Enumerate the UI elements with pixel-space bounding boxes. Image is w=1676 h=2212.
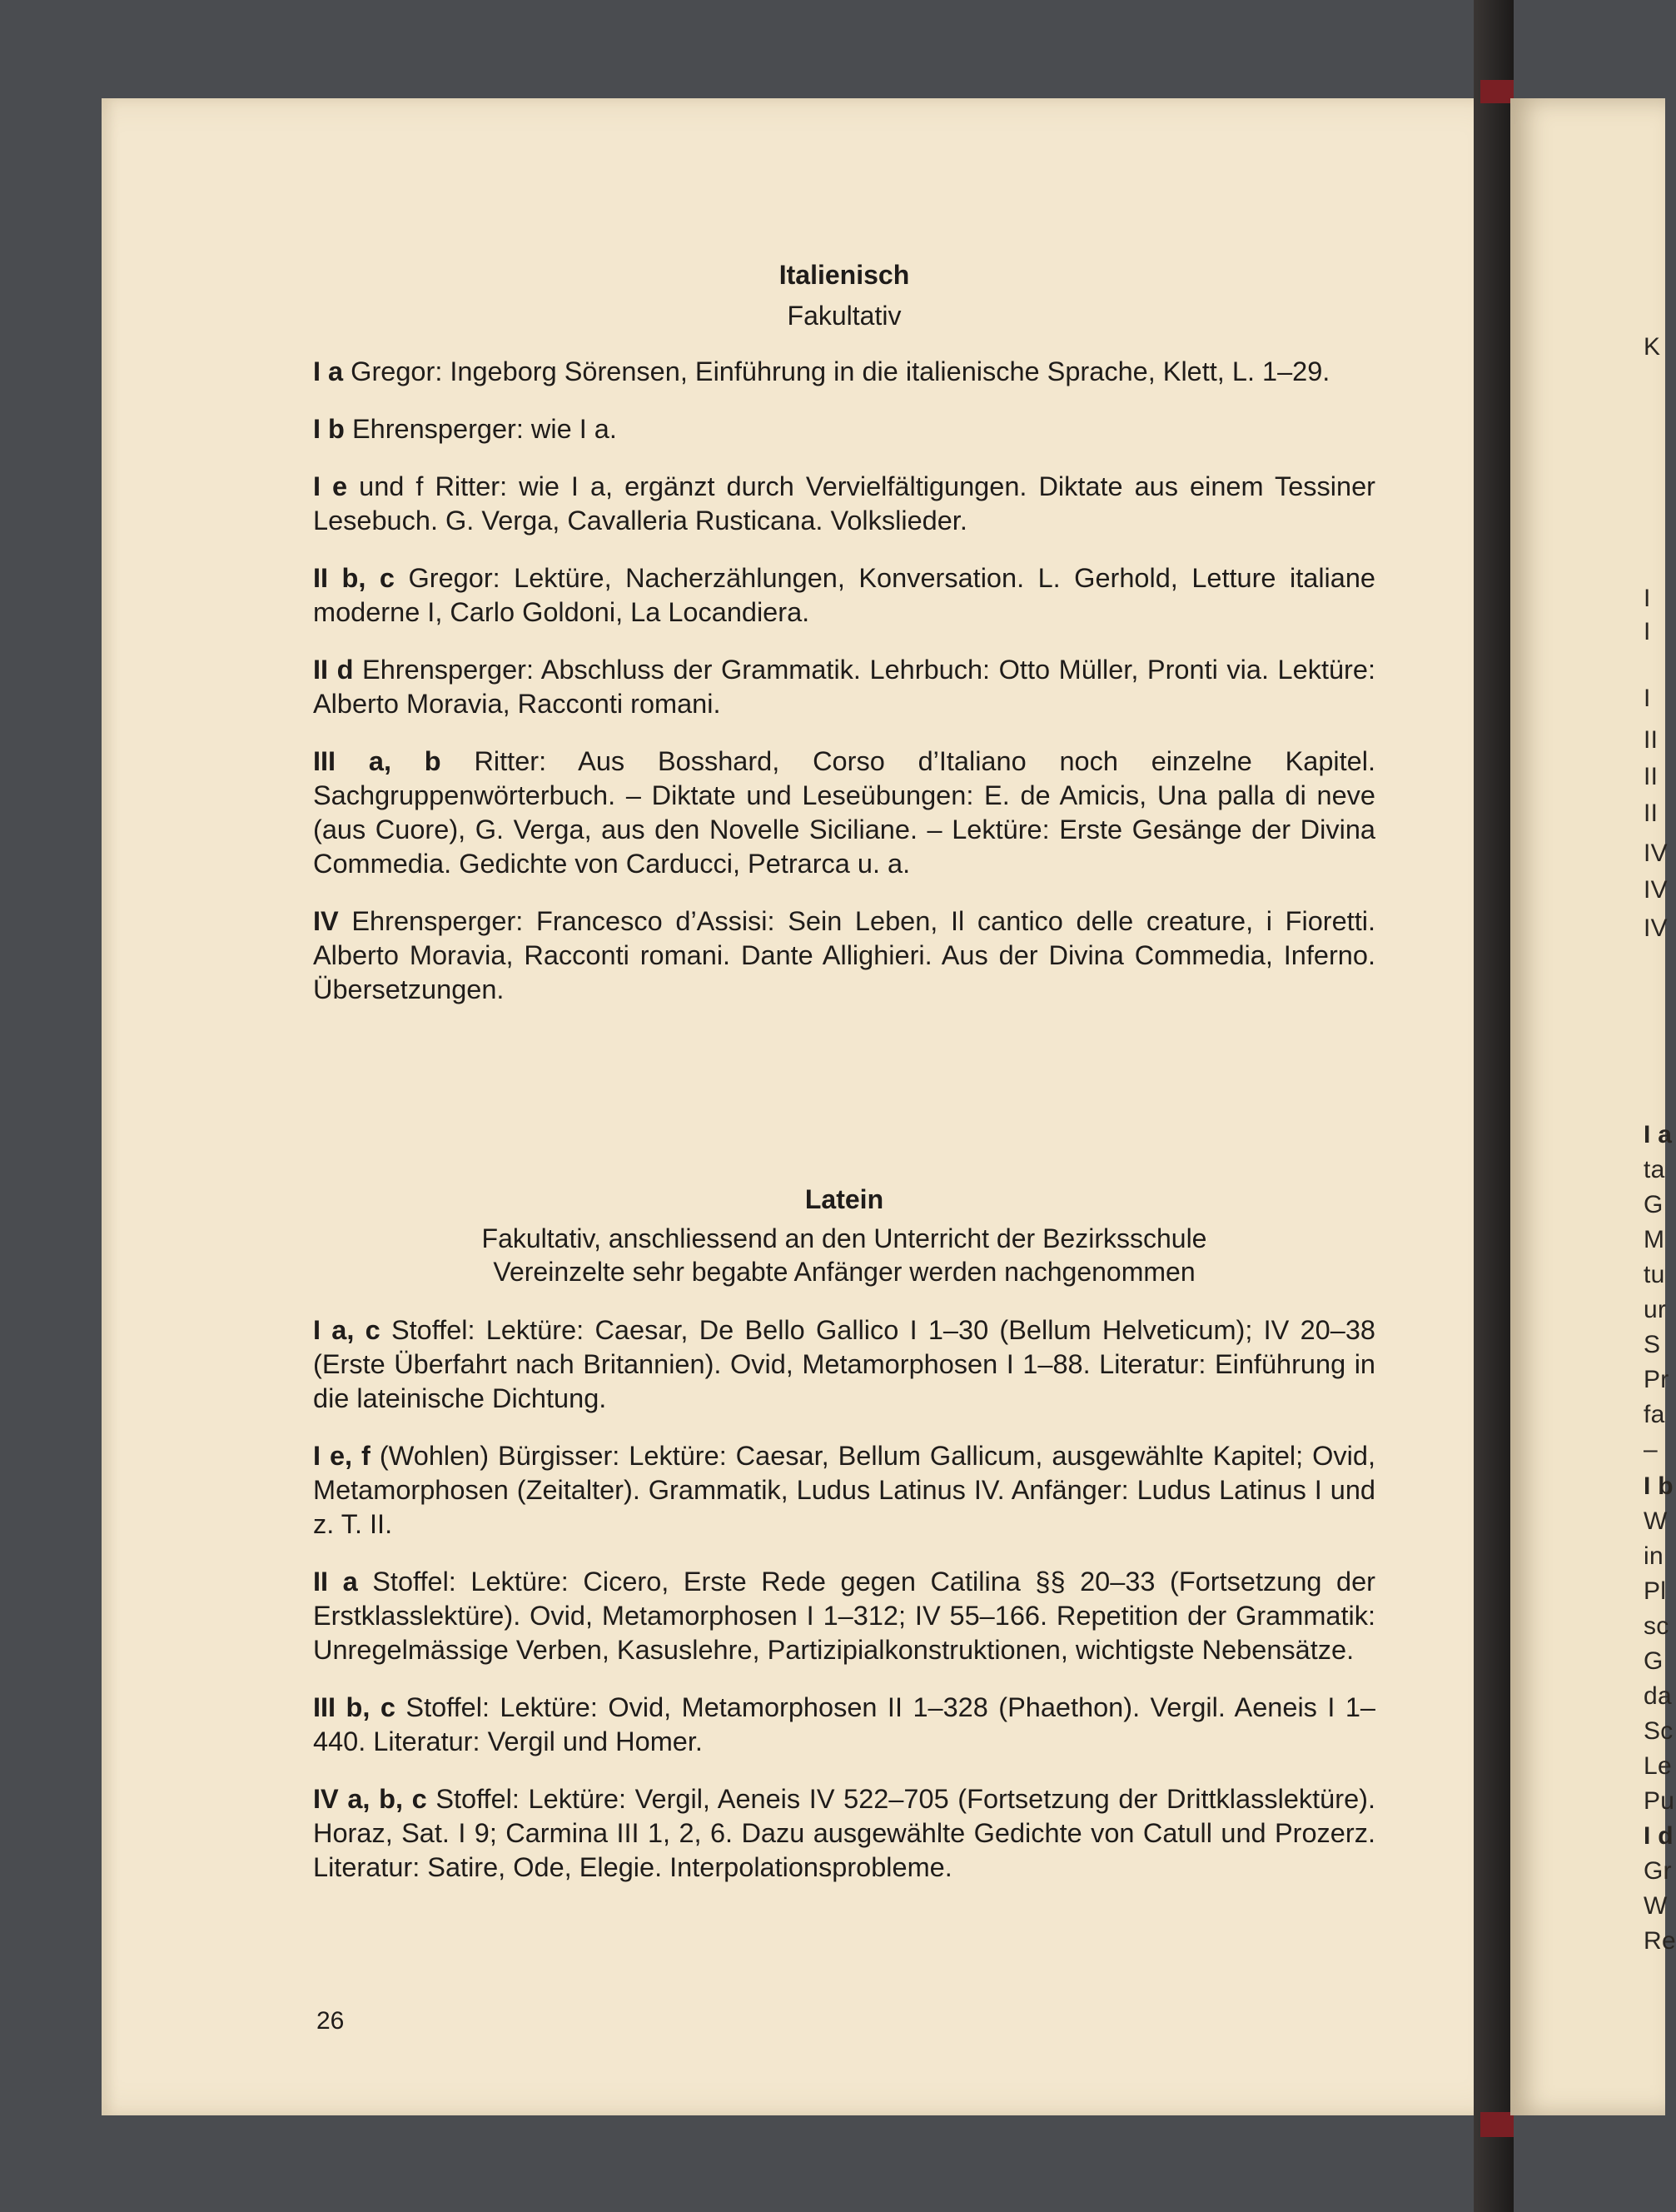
section-subtitle: Fakultativ xyxy=(787,301,902,331)
course-entry xyxy=(313,1565,1375,1667)
right-fragment: I xyxy=(1644,685,1651,712)
right-fragment: I xyxy=(1644,585,1651,612)
book-spine xyxy=(1474,0,1514,2212)
class-label: I e xyxy=(313,471,348,501)
latin-section xyxy=(313,1183,1375,1885)
right-page xyxy=(1510,98,1676,2115)
course-entry xyxy=(313,1313,1375,1416)
right-fragment: in xyxy=(1644,1542,1664,1570)
right-fragment: M xyxy=(1644,1226,1665,1253)
right-fragment: K xyxy=(1644,333,1661,361)
class-label: I e, f xyxy=(313,1441,371,1471)
spine-bookmark-bottom xyxy=(1480,2112,1514,2137)
right-fragment: ur xyxy=(1644,1296,1667,1323)
right-fragment: Le xyxy=(1644,1752,1672,1780)
right-fragment: da xyxy=(1644,1682,1672,1710)
right-fragment: G xyxy=(1644,1647,1664,1675)
section-subtitle: Vereinzelte sehr begabte Anfänger werden nachgenommen xyxy=(493,1257,1196,1287)
course-entry xyxy=(313,470,1375,538)
right-fragment: Pr xyxy=(1644,1366,1669,1393)
section-title: Latein xyxy=(804,1184,884,1214)
right-fragment: ta xyxy=(1644,1156,1665,1183)
italian-section xyxy=(313,258,1375,1007)
entry-text: Stoffel: Lektüre: Ovid, Metamorphosen II 1–328 (Phaethon). Vergil. Aeneis I 1–440. Literatur: Vergil und Homer. xyxy=(313,1692,1375,1756)
entry-text: Gregor: Ingeborg Sörensen, Einführung in die italienische Sprache, Klett, L. 1–29. xyxy=(343,356,1330,386)
right-fragment: IV xyxy=(1644,839,1668,867)
right-fragment: I b xyxy=(1644,1472,1674,1500)
right-fragment: sc xyxy=(1644,1612,1669,1640)
right-fragment: IV xyxy=(1644,914,1668,942)
right-fragment: I xyxy=(1644,618,1651,645)
entry-text: (Wohlen) Bürgisser: Lektüre: Caesar, Bellum Gallicum, ausgewählte Kapitel; Ovid, Metamorphosen (Zeitalter). Grammatik, Ludus Latinus IV. Anfänger: Ludus Latinus I und z. T. II. xyxy=(313,1441,1375,1539)
right-fragment: Gr xyxy=(1644,1857,1672,1885)
right-fragment: W xyxy=(1644,1507,1668,1535)
class-label: I b xyxy=(313,414,345,444)
course-entry xyxy=(313,412,1375,446)
right-fragment: I a xyxy=(1644,1121,1673,1148)
class-label: III b, c xyxy=(313,1692,395,1722)
right-fragment: Pl xyxy=(1644,1577,1667,1605)
course-entry xyxy=(313,561,1375,630)
entry-text: Ehrensperger: Francesco d’Assisi: Sein Leben, Il cantico delle creature, i Fioretti. Alberto Moravia, Racconti romani. Dante Allighieri. Aus der Divina Commedia, Inferno. Übersetzungen. xyxy=(313,906,1375,1004)
class-label: I a xyxy=(313,356,344,386)
right-fragment: II xyxy=(1644,726,1659,754)
right-fragment: IV xyxy=(1644,876,1668,904)
course-entry xyxy=(313,745,1375,881)
entry-text: Gregor: Lektüre, Nacherzählungen, Konversation. L. Gerhold, Letture italiane moderne I, Carlo Goldoni, La Locandiera. xyxy=(313,563,1375,627)
entry-text: Ehrensperger: wie I a. xyxy=(344,414,617,444)
entry-text: Ritter: wie I a, ergänzt durch Vervielfältigungen. Diktate aus einem Tessiner Lesebuch. G. Verga, Cavalleria Rusticana. Volkslieder. xyxy=(313,471,1375,536)
class-label: IV a, b, c xyxy=(313,1784,427,1814)
entry-text: Stoffel: Lektüre: Vergil, Aeneis IV 522–705 (Fortsetzung der Drittklasslektüre). Horaz, Sat. I 9; Carmina III 1, 2, 6. Dazu ausgewählte Gedichte von Catull und Prozerz. Literatur: Satire, Ode, Elegie. Interpolationsprobleme. xyxy=(313,1784,1375,1882)
class-label: II d xyxy=(313,655,354,685)
class-label: II a xyxy=(313,1567,358,1597)
course-entry xyxy=(313,1439,1375,1542)
spine-bookmark-top xyxy=(1480,80,1514,103)
course-entry xyxy=(313,355,1375,389)
right-fragment: fa xyxy=(1644,1401,1665,1428)
page-number: 26 xyxy=(316,2007,345,2035)
entry-text: Stoffel: Lektüre: Caesar, De Bello Gallico I 1–30 (Bellum Helveticum); IV 20–38 (Erste Überfahrt nach Britannien). Ovid, Metamorphosen I 1–88. Literatur: Einführung in die lateinische Dichtung. xyxy=(313,1315,1375,1413)
right-fragment: Sc xyxy=(1644,1717,1674,1745)
entry-text: Ritter: Aus Bosshard, Corso d’Italiano noch einzelne Kapitel. Sachgruppenwörterbuch. – Diktate und Leseübungen: E. de Amicis, Una palla di neve (aus Cuore), G. Verga, aus den Novelle Siciliane. – Lektüre: Erste Gesänge der Divina Commedia. Gedichte von Carducci, Petrarca u. a. xyxy=(313,746,1376,879)
right-fragment: Pu xyxy=(1644,1787,1675,1815)
right-fragment: tu xyxy=(1644,1261,1665,1288)
entry-text: Ehrensperger: Abschluss der Grammatik. Lehrbuch: Otto Müller, Pronti via. Lektüre: Alberto Moravia, Racconti romani. xyxy=(313,655,1375,719)
right-fragment: II xyxy=(1644,800,1659,827)
class-label: III a, b xyxy=(313,746,441,776)
section-title: Italienisch xyxy=(778,260,910,290)
right-fragment: II xyxy=(1644,763,1659,790)
class-label: I a, c xyxy=(313,1315,380,1345)
right-fragment: W xyxy=(1644,1892,1668,1920)
course-entry xyxy=(313,1782,1375,1885)
course-entry xyxy=(313,1691,1375,1759)
section-subtitle: Fakultativ, anschliessend an den Unterricht der Bezirksschule xyxy=(481,1223,1207,1253)
class-label-suffix: und f xyxy=(347,471,424,501)
right-fragment: – xyxy=(1644,1436,1658,1463)
entry-text: Stoffel: Lektüre: Cicero, Erste Rede gegen Catilina §§ 20–33 (Fortsetzung der Erstklasslektüre). Ovid, Metamorphosen I 1–312; IV 55–166. Repetition der Grammatik: Unregelmässige Verben, Kasuslehre, Partizipialkonstruktionen, wichtigste Nebensätze. xyxy=(313,1567,1375,1665)
right-fragment: Re xyxy=(1644,1927,1676,1955)
right-fragment: G xyxy=(1644,1191,1664,1218)
right-fragment: I d xyxy=(1644,1822,1674,1850)
class-label: II b, c xyxy=(313,563,395,593)
course-entry xyxy=(313,904,1375,1007)
class-label: IV xyxy=(313,906,339,936)
course-entry xyxy=(313,653,1375,721)
right-fragment: S xyxy=(1644,1331,1661,1358)
